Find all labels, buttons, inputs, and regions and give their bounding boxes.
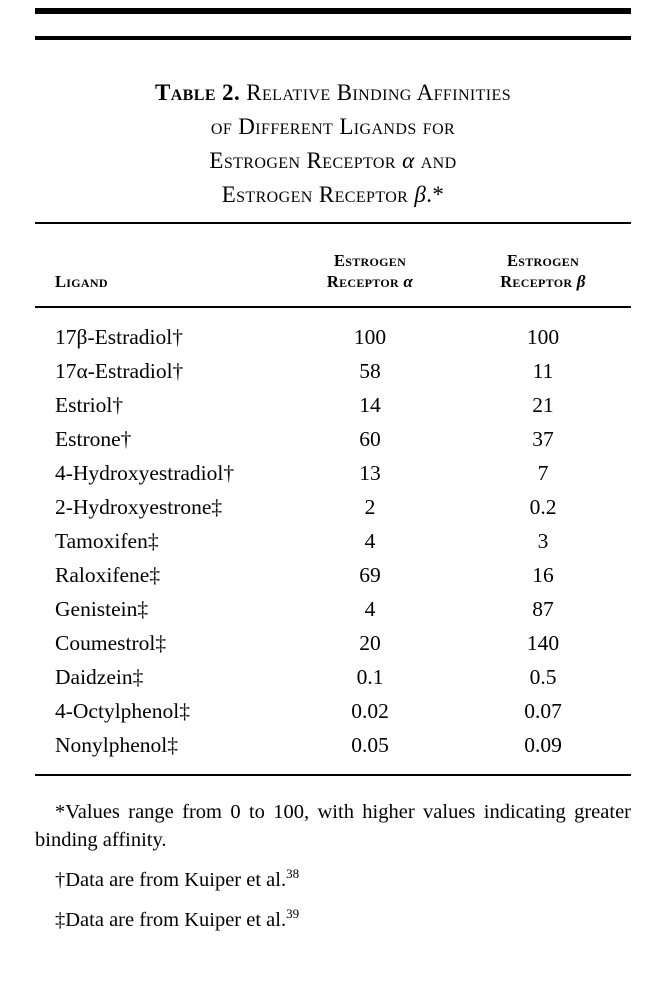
- table-row: [35, 626, 631, 660]
- table-body: [35, 308, 631, 774]
- er-alpha-value: 14: [359, 393, 381, 417]
- table-row: [35, 388, 631, 422]
- table-row: [35, 694, 631, 728]
- rule-below-body: [35, 774, 631, 776]
- top-rule-secondary: [35, 36, 631, 40]
- table-row: [35, 660, 631, 694]
- er-alpha-value: 0.05: [351, 733, 389, 757]
- er-beta-value: 11: [532, 359, 554, 383]
- ligand-cell: Estriol†: [55, 393, 124, 417]
- column-header-er-alpha: Estrogen Receptor α: [326, 251, 414, 291]
- table-card: [35, 0, 631, 934]
- table-row: [35, 456, 631, 490]
- table-title-line-4: Estrogen Receptor β.*: [221, 182, 445, 207]
- er-alpha-value: 0.02: [351, 699, 389, 723]
- er-alpha-value: 20: [359, 631, 381, 655]
- footnote-reference-superscript: 39: [286, 906, 300, 922]
- ligand-cell: 2-Hydroxyestrone‡: [55, 495, 223, 519]
- table-row: [35, 558, 631, 592]
- ligand-cell: Genistein‡: [55, 597, 149, 621]
- beta-symbol: β: [414, 182, 427, 207]
- table-row: [35, 490, 631, 524]
- er-beta-value: 0.07: [524, 699, 562, 723]
- er-beta-value: 87: [532, 597, 554, 621]
- top-rule-primary: [35, 8, 631, 14]
- er-beta-value: 0.5: [529, 665, 557, 689]
- er-alpha-value: 58: [359, 359, 381, 383]
- ligand-cell: 4-Hydroxyestradiol†: [55, 461, 235, 485]
- table-title-line-1: Table 2. Relative Binding Affinities: [154, 80, 511, 105]
- er-beta-value: 0.2: [529, 495, 557, 519]
- footnote-values-range: *Values range from 0 to 100, with higher values indicating greater binding affinity.: [35, 801, 631, 851]
- er-beta-value: 7: [537, 461, 549, 485]
- table-row: [35, 592, 631, 626]
- er-beta-value: 3: [537, 529, 549, 553]
- ligand-cell: Nonylphenol‡: [55, 733, 179, 757]
- er-alpha-value: 13: [359, 461, 381, 485]
- er-alpha-value: 69: [359, 563, 381, 587]
- er-alpha-value: 4: [364, 529, 376, 553]
- er-beta-value: 100: [526, 325, 560, 349]
- er-beta-value: 21: [532, 393, 554, 417]
- column-header-ligand: Ligand: [55, 272, 108, 291]
- er-alpha-value: 100: [353, 325, 387, 349]
- er-alpha-value: 60: [359, 427, 381, 451]
- table-header-row: [35, 224, 631, 306]
- ligand-cell: 17α-Estradiol†: [55, 359, 184, 383]
- column-header-er-beta: Estrogen Receptor β: [500, 251, 586, 291]
- alpha-symbol: α: [402, 148, 415, 173]
- table-row: [35, 354, 631, 388]
- ligand-cell: Raloxifene‡: [55, 563, 161, 587]
- table-title: [73, 76, 593, 212]
- ligand-cell: Daidzein‡: [55, 665, 144, 689]
- er-alpha-value: 2: [364, 495, 376, 519]
- footnote-double-dagger: ‡Data are from Kuiper et al.$^{39}$: [55, 906, 300, 931]
- table-row: [35, 320, 631, 354]
- er-beta-value: 0.09: [524, 733, 562, 757]
- er-alpha-value: 4: [364, 597, 376, 621]
- table-title-line-2: of Different Ligands for: [210, 114, 456, 139]
- ligand-cell: 4-Octylphenol‡: [55, 699, 190, 723]
- footnotes: [35, 798, 631, 934]
- ligand-cell: Tamoxifen‡: [55, 529, 159, 553]
- table-row: [35, 524, 631, 558]
- table-number-label: Table 2.: [154, 80, 241, 105]
- table-row: [35, 422, 631, 456]
- ligand-cell: 17β-Estradiol†: [55, 325, 183, 349]
- ligand-cell: Coumestrol‡: [55, 631, 167, 655]
- footnote-reference-superscript: 38: [286, 866, 300, 882]
- alpha-symbol: α: [403, 272, 414, 291]
- beta-symbol: β: [576, 272, 586, 291]
- footnote-dagger: †Data are from Kuiper et al.$^{38}$: [55, 866, 300, 891]
- table-row: [35, 728, 631, 762]
- ligand-cell: Estrone†: [55, 427, 132, 451]
- er-beta-value: 16: [532, 563, 554, 587]
- er-beta-value: 37: [532, 427, 554, 451]
- er-beta-value: 140: [526, 631, 560, 655]
- table-title-line-3: Estrogen Receptor α and: [209, 148, 457, 173]
- er-alpha-value: 0.1: [356, 665, 384, 689]
